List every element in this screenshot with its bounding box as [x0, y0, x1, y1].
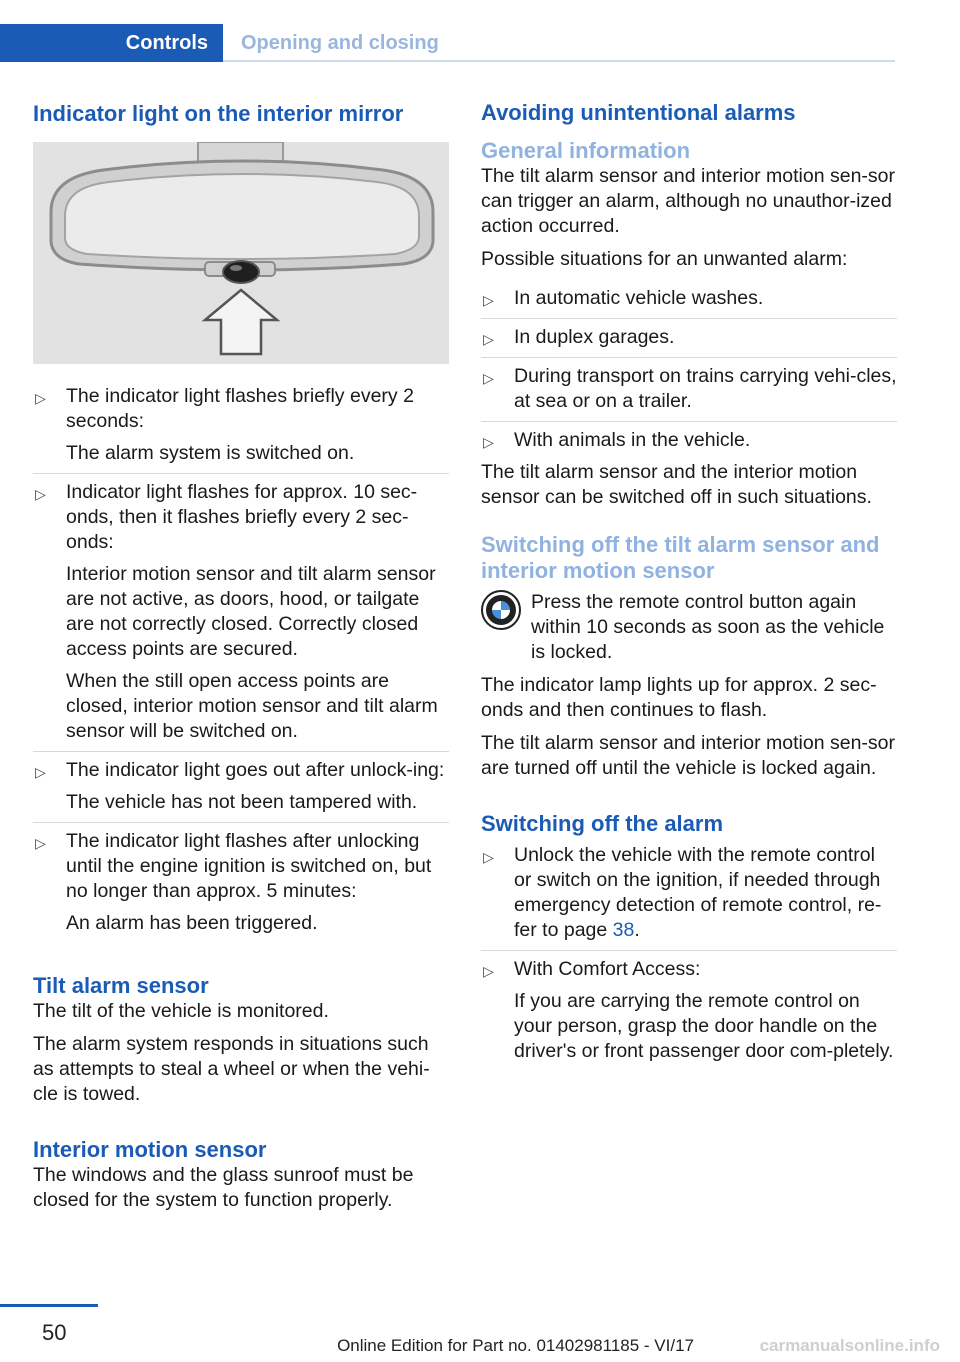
- bullet-triangle-icon: ▷: [483, 849, 494, 865]
- list-item-text: With animals in the vehicle.: [514, 429, 751, 451]
- interior-mirror-figure: [33, 142, 449, 364]
- bullet-triangle-icon: ▷: [35, 390, 46, 406]
- list-item-text: During transport on trains carrying vehi-cles, at sea or on a trailer.: [514, 365, 897, 412]
- paragraph: Possible situations for an unwanted alarm:: [481, 248, 848, 270]
- list-item: [33, 823, 449, 943]
- page-header: [0, 24, 895, 62]
- list-item-text-part: Unlock the vehicle with the remote control or switch on the ignition, if needed through emergency detection of remote control, re-fer to page: [514, 844, 882, 941]
- list-item: [481, 358, 897, 422]
- interior-motion-section: [33, 1137, 449, 1213]
- page-reference-link[interactable]: 38: [612, 919, 635, 941]
- section-heading-indicator-light: Indicator light on the interior mirror: [33, 101, 404, 126]
- paragraph: The indicator lamp lights up for approx. 2 sec-onds and then continues to flash.: [481, 674, 877, 721]
- list-item: [481, 422, 897, 460]
- list-item: [33, 752, 449, 823]
- interior-mirror-illustration: [33, 142, 449, 364]
- tilt-alarm-section: [33, 973, 449, 1107]
- bullet-triangle-icon: ▷: [35, 486, 46, 502]
- bullet-triangle-icon: ▷: [483, 370, 494, 386]
- bmw-remote-button-icon: [481, 590, 521, 630]
- tab-opening-and-closing[interactable]: Opening and closing: [241, 31, 439, 54]
- right-column: [481, 100, 897, 1071]
- switch-off-alarm-list: [481, 837, 897, 1071]
- list-item-subtext: An alarm has been triggered.: [66, 912, 318, 934]
- paragraph: The alarm system responds in situations such as attempts to steal a wheel or when the vehi-cle is towed.: [33, 1033, 430, 1105]
- switch-off-sensor-section: [481, 532, 897, 781]
- bullet-triangle-icon: ▷: [483, 331, 494, 347]
- paragraph: The tilt alarm sensor and interior motion sen-sor are turned off until the vehicle is locked again.: [481, 732, 896, 779]
- indicator-light-list: [33, 378, 449, 943]
- watermark: carmanualsonline.info: [759, 1336, 940, 1355]
- list-item-subtext: Interior motion sensor and tilt alarm sensor are not active, as doors, hood, or tailgate are not correctly closed. Correctly closed access points are secured.: [66, 563, 436, 660]
- list-item: [481, 280, 897, 319]
- header-rule: [223, 60, 895, 62]
- edition-note: Online Edition for Part no. 01402981185 - VI/17: [337, 1336, 694, 1355]
- list-item-subtext: If you are carrying the remote control on your person, grasp the door handle on the driver's or front passenger door com-pletely.: [514, 990, 894, 1062]
- paragraph: The tilt of the vehicle is monitored.: [33, 1000, 329, 1022]
- list-item-text: Indicator light flashes for approx. 10 sec-onds, then it flashes briefly every 2 sec-onds:: [66, 481, 418, 553]
- bullet-triangle-icon: ▷: [483, 292, 494, 308]
- section-heading-interior-motion: Interior motion sensor: [33, 1137, 267, 1162]
- list-item: [481, 837, 897, 951]
- bullet-triangle-icon: ▷: [35, 764, 46, 780]
- list-item: [481, 319, 897, 358]
- list-item-text: The indicator light flashes after unlocking until the engine ignition is switched on, but no longer than approx. 5 minutes:: [66, 830, 432, 902]
- list-item-text: In automatic vehicle washes.: [514, 287, 764, 309]
- list-item-subtext: When the still open access points are closed, interior motion sensor and tilt alarm sensor will be switched on.: [66, 670, 438, 742]
- list-item-text-end: .: [634, 919, 640, 941]
- list-item: [481, 951, 897, 1071]
- subheading-general-information: General information: [481, 138, 691, 163]
- section-heading-switch-off-alarm: Switching off the alarm: [481, 811, 724, 836]
- subheading-switch-off-sensor: Switching off the tilt alarm sensor and interior motion sensor: [481, 532, 880, 583]
- paragraph: The tilt alarm sensor and interior motion sen-sor can trigger an alarm, although no unauthor-ized action occurred.: [481, 165, 896, 237]
- list-item: [33, 378, 449, 474]
- list-item-text: The indicator light flashes briefly every 2 seconds:: [66, 385, 414, 432]
- switch-off-alarm-section: [481, 811, 897, 1071]
- bullet-triangle-icon: ▷: [35, 835, 46, 851]
- list-item: [33, 474, 449, 752]
- list-item-subtext: The vehicle has not been tampered with.: [66, 791, 418, 813]
- tab-controls[interactable]: Controls: [0, 24, 223, 62]
- page-number: 50: [42, 1320, 67, 1345]
- section-heading-avoiding-alarms: Avoiding unintentional alarms: [481, 100, 796, 125]
- bullet-triangle-icon: ▷: [483, 434, 494, 450]
- left-column: [33, 100, 449, 1221]
- section-heading-tilt-alarm: Tilt alarm sensor: [33, 973, 209, 998]
- paragraph: The tilt alarm sensor and the interior motion sensor can be switched off in such situations.: [481, 461, 872, 508]
- footer-rule: [0, 1304, 98, 1307]
- list-item-subtext: The alarm system is switched on.: [66, 442, 355, 464]
- paragraph: The windows and the glass sunroof must be closed for the system to function properly.: [33, 1164, 414, 1211]
- unwanted-alarm-list: [481, 280, 897, 460]
- paragraph: Press the remote control button again within 10 seconds as soon as the vehicle is locked.: [531, 591, 885, 663]
- bullet-triangle-icon: ▷: [483, 963, 494, 979]
- remote-button-instruction: [481, 590, 897, 665]
- list-item-text: The indicator light goes out after unlock-ing:: [66, 759, 445, 781]
- list-item-text: In duplex garages.: [514, 326, 675, 348]
- list-item-text: [514, 843, 897, 943]
- list-item-text: With Comfort Access:: [514, 958, 701, 980]
